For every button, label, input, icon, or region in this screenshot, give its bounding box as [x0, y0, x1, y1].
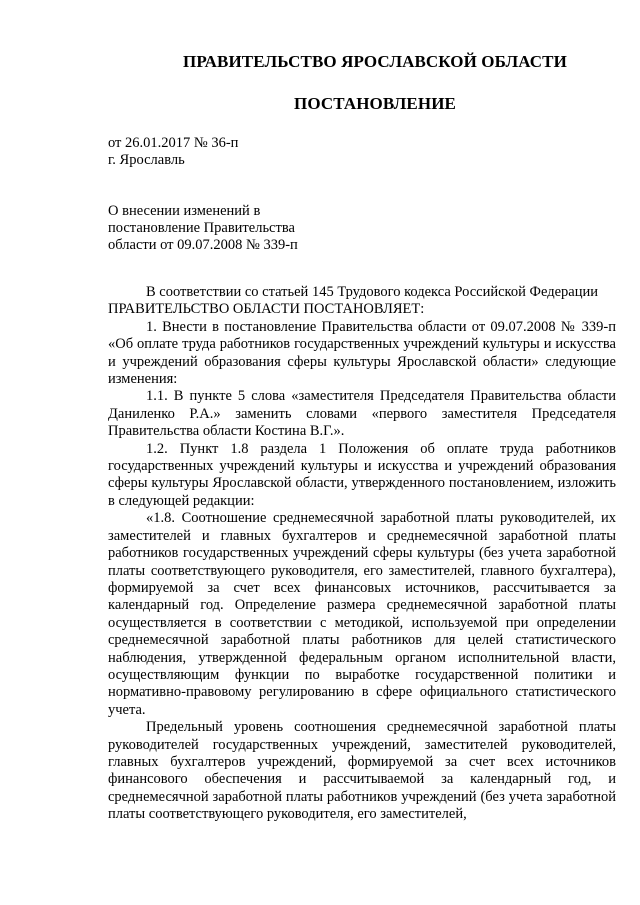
document-type-heading: ПОСТАНОВЛЕНИЕ: [294, 94, 456, 113]
document-date-number: от 26.01.2017 № 36-п: [108, 135, 239, 151]
paragraph-item-1: 1. Внести в постановление Правительства области от 09.07.2008 № 339-п «Об оплате труда работников государственных учреждений культуры и искусства и учреждений образования сферы культуры Ярославской области» следующие изменения:: [108, 318, 616, 388]
document-organization-heading: ПРАВИТЕЛЬСТВО ЯРОСЛАВСКОЙ ОБЛАСТИ: [183, 52, 567, 71]
paragraph-resolves: ПРАВИТЕЛЬСТВО ОБЛАСТИ ПОСТАНОВЛЯЕТ:: [108, 301, 425, 318]
subject-line-2: постановление Правительства: [108, 220, 295, 236]
paragraph-item-1-2: 1.2. Пункт 1.8 раздела 1 Положения об оплате труда работников государственных учреждений культуры и искусства и учреждений образования сферы культуры Ярославской области, утвержденного постановлением, изложить в следующей редакции:: [108, 440, 616, 509]
paragraph-limit-ratio: Предельный уровень соотношения среднемесячной заработной платы руководителей государственных учреждений, заместителей руководителей, главных бухгалтеров учреждений, формируемой за счет всех источников финансового обеспечения и рассчитываемой за календарный год, и среднемесячной заработной платы работников учреждений (без учета заработной платы соответствующего руководителя, его заместителей,: [108, 719, 616, 823]
paragraph-item-1-1: 1.1. В пункте 5 слова «заместителя Председателя Правительства области Даниленко Р.А.» заменить словами «первого заместителя Председателя Правительства области Костина В.Г.».: [108, 388, 616, 440]
paragraph-preamble: В соответствии со статьей 145 Трудового кодекса Российской Федерации: [146, 284, 598, 300]
subject-line-3: области от 09.07.2008 № 339-п: [108, 237, 298, 253]
paragraph-quoted-1-8: «1.8. Соотношение среднемесячной заработной платы руководителей, их заместителей и главных бухгалтеров и среднемесячной заработной платы работников государственных учреждений сферы культуры (без учета заработной платы соответствующего руководителя, его заместителей, главного бухгалтера), формируемой за счет всех финансовых источников, рассчитывается за календарный год. Определение размера среднемесячной заработной платы осуществляется в соответствии с методикой, используемой при определении среднемесячной заработной платы работников для целей статистического наблюдения, утвержденной федеральным органом исполнительной власти, осуществляющим функции по выработке государственной политики и нормативно-правовому регулированию в сфере официального статистического учета.: [108, 510, 616, 718]
document-body: [108, 284, 616, 824]
subject-line-1: О внесении изменений в: [108, 203, 261, 219]
document-city: г. Ярославль: [108, 152, 185, 168]
